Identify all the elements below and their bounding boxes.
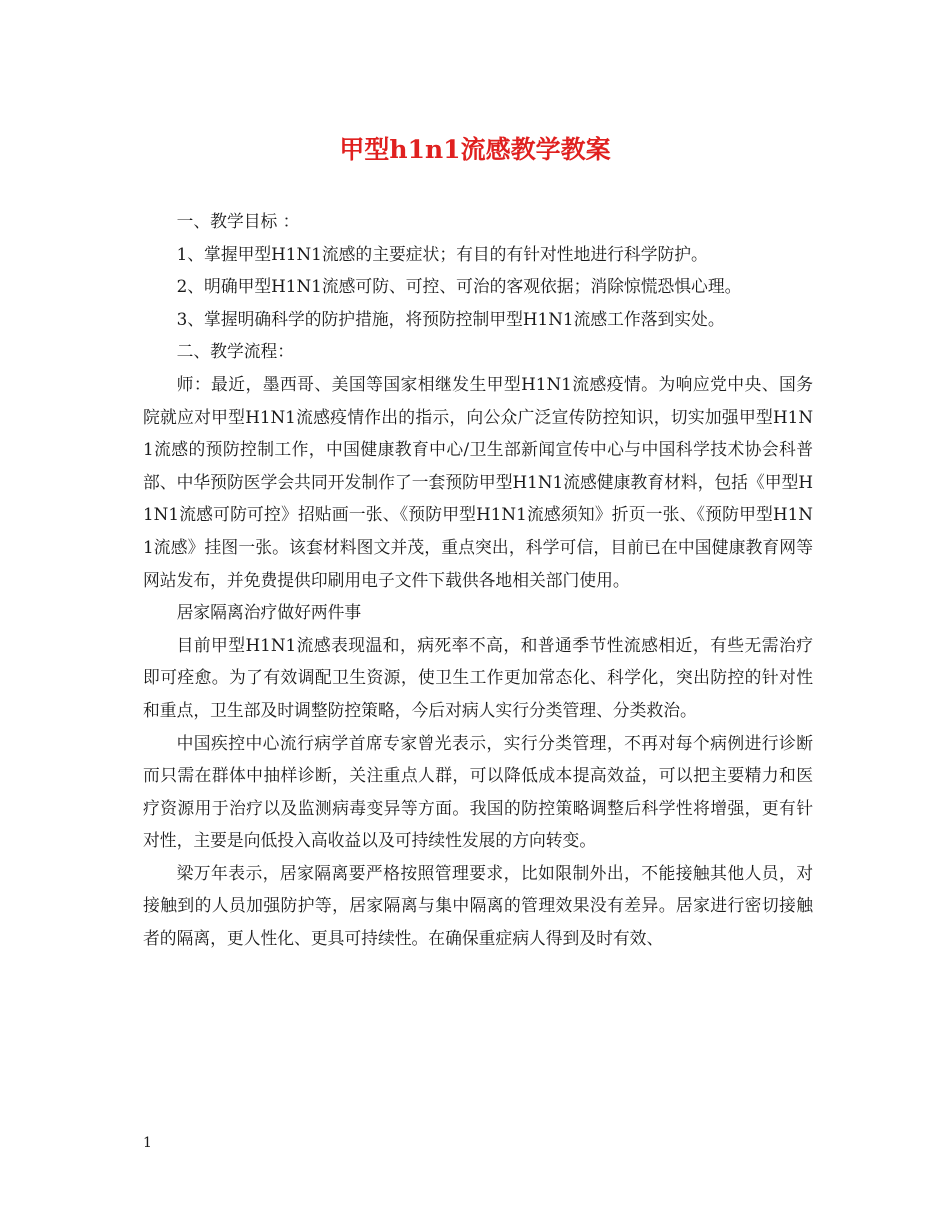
paragraph-goal-2: 2、明确甲型H1N1流感可防、可控、可治的客观依据；消除惊慌恐惧心理。 [176,276,742,297]
document-body [143,205,813,955]
paragraph-teaching-process-heading: 二、教学流程： [176,341,295,362]
paragraph-teaching-goals-heading: 一、教学目标 ： [176,211,300,231]
paragraph-goal-3: 3、掌握明确科学的防护措施，将预防控制甲型H1N1流感工作落到实处。 [176,308,725,329]
paragraph-expert-opinion: 中国疾控中心流行病学首席专家曾光表示，实行分类管理，不再对每个病例进行诊断而只需在群体中抽样诊断，关注重点人群，可以降低成本提高效益，可以把主要精力和医疗资源用于治疗以及监测病毒变异等方面。我国的防控策略调整后科学性将增强，更有针对性，主要是向低投入高收益以及可持续性发展的方向转变。 [143,732,813,851]
document-title: 甲型h1n1流感教学教案 [339,135,611,164]
page-number: 1 [143,1135,152,1151]
paragraph-teacher-intro: 师：最近，墨西哥、美国等国家相继发生甲型H1N1流感疫情。为响应党中央、国务院就应对甲型H1N1流感疫情作出的指示，向公众广泛宣传防控知识，切实加强甲型H1N1流感的预防控制工作，中国健康教育中心/卫生部新闻宣传中心与中国科学技术协会科普部、中华预防医学会共同开发制作了一套预防甲型H1N1流感健康教育材料，包括《甲型H1N1流感可防可控》招贴画一张、《预防甲型H1N1流感须知》折页一张、《预防甲型H1N1流感》挂图一张。该套材料图文并茂，重点突出，科学可信，目前已在中国健康教育网等网站发布，并免费提供印刷用电子文件下载供各地相关部门使用。 [143,373,813,590]
paragraph-current-situation: 目前甲型H1N1流感表现温和，病死率不高，和普通季节性流感相近，有些无需治疗即可痊愈。为了有效调配卫生资源，使卫生工作更加常态化、科学化，突出防控的针对性和重点，卫生部及时调整防控策略，今后对病人实行分类管理、分类救治。 [143,634,813,720]
paragraph-liang-wannian: 梁万年表示，居家隔离要严格按照管理要求，比如限制外出，不能接触其他人员，对接触到的人员加强防护等，居家隔离与集中隔离的管理效果没有差异。居家进行密切接触者的隔离，更人性化、更具可持续性。在确保重症病人得到及时有效、 [143,862,813,949]
paragraph-home-isolation-heading: 居家隔离治疗做好两件事 [176,602,362,623]
paragraph-goal-1: 1、掌握甲型H1N1流感的主要症状；有目的有针对性地进行科学防护。 [176,243,708,264]
